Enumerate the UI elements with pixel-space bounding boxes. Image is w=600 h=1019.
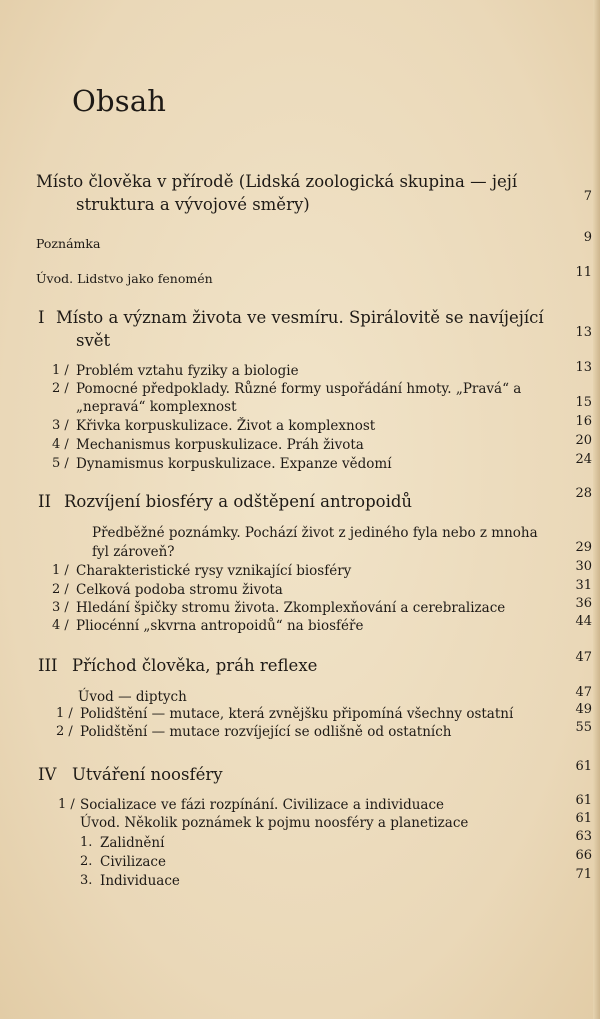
toc-page-number: 15 xyxy=(575,395,592,410)
subentry-number: 1 / xyxy=(58,797,75,812)
toc-entry-text: Socializace ve fázi rozpínání. Civilizace a individuace xyxy=(80,797,445,813)
subentry-number: 1 / xyxy=(52,363,69,378)
toc-entry-text: Hledání špičky stromu života. Zkomplexňování a cerebralizace xyxy=(76,600,506,616)
toc-page-number: 71 xyxy=(575,867,592,882)
page-title: Obsah xyxy=(72,84,167,118)
chapter-numeral: II xyxy=(38,492,52,511)
toc-entry-text: Rozvíjení biosféry a odštěpení antropoidů xyxy=(64,492,413,511)
toc-entry-text: Celková podoba stromu života xyxy=(76,582,283,598)
toc-entry-text: Polidštění — mutace, která zvnějšku připomíná všechny ostatní xyxy=(80,706,514,722)
toc-entry-text: Úvod. Lidstvo jako fenomén xyxy=(36,271,213,286)
toc-page-number: 61 xyxy=(575,793,592,808)
chapter-numeral: III xyxy=(38,656,58,675)
toc-page-number: 7 xyxy=(583,189,592,204)
toc-entry-text: svět xyxy=(76,331,111,350)
toc-page-number: 28 xyxy=(575,486,592,501)
toc-entry-text: Problém vztahu fyziky a biologie xyxy=(76,363,299,379)
toc-page-number: 61 xyxy=(575,759,592,774)
toc-entry-text: struktura a vývojové směry) xyxy=(76,195,310,214)
subentry-number: 1 / xyxy=(52,563,69,578)
toc-entry-text: Poznámka xyxy=(36,236,101,251)
toc-page-number: 24 xyxy=(575,452,592,467)
subentry-number: 3. xyxy=(80,873,93,888)
toc-page-number: 13 xyxy=(575,360,592,375)
toc-entry-text: Pliocénní „skvrna antropoidů“ na biosféře xyxy=(76,618,364,634)
page-edge xyxy=(593,0,600,1019)
toc-page-number: 29 xyxy=(575,540,592,555)
subentry-number: 4 / xyxy=(52,437,69,452)
toc-entry-text: Křivka korpuskulizace. Život a komplexnost xyxy=(76,418,376,434)
toc-page-number: 31 xyxy=(575,578,592,593)
toc-entry-text: Individuace xyxy=(100,873,180,889)
subentry-number: 1 / xyxy=(56,706,73,721)
toc-page-number: 9 xyxy=(583,230,592,245)
toc-entry-text: Předběžné poznámky. Pochází život z jediného fyla nebo z mnoha xyxy=(92,525,538,541)
subentry-number: 2 / xyxy=(52,582,69,597)
toc-entry-text: „nepravá“ komplexnost xyxy=(76,399,237,415)
toc-page-number: 49 xyxy=(575,702,592,717)
toc-page-number: 30 xyxy=(575,559,592,574)
subentry-number: 4 / xyxy=(52,618,69,633)
subentry-number: 2. xyxy=(80,854,93,869)
toc-page-number: 47 xyxy=(575,685,592,700)
toc-entry-text: Místo a význam života ve vesmíru. Spirálovitě se navíjející xyxy=(56,308,544,327)
toc-entry-text: Charakteristické rysy vznikající biosféry xyxy=(76,563,352,579)
toc-page-number: 44 xyxy=(575,614,592,629)
toc-entry-text: Příchod člověka, práh reflexe xyxy=(72,656,318,675)
toc-page-number: 36 xyxy=(575,596,592,611)
toc-entry-text: Pomocné předpoklady. Různé formy uspořádání hmoty. „Pravá“ a xyxy=(76,381,522,397)
toc-page-number: 13 xyxy=(575,325,592,340)
chapter-numeral: I xyxy=(38,308,45,327)
toc-page-number: 16 xyxy=(575,414,592,429)
toc-page-number: 20 xyxy=(575,433,592,448)
toc-entry-text: Úvod — diptych xyxy=(78,689,187,705)
toc-entry-text: Mechanismus korpuskulizace. Práh života xyxy=(76,437,364,453)
toc-entry-text: Úvod. Několik poznámek k pojmu noosféry a planetizace xyxy=(80,815,469,831)
subentry-number: 3 / xyxy=(52,418,69,433)
toc-entry-text: fyl zároveň? xyxy=(92,544,175,560)
toc-page-number: 11 xyxy=(575,265,592,280)
subentry-number: 5 / xyxy=(52,456,69,471)
toc-entry-text: Dynamismus korpuskulizace. Expanze vědomí xyxy=(76,456,392,472)
toc-entry-text: Místo člověka v přírodě (Lidská zoologická skupina — její xyxy=(36,172,518,191)
toc-page-number: 66 xyxy=(575,848,592,863)
toc-page-number: 55 xyxy=(575,720,592,735)
toc-page-number: 47 xyxy=(575,650,592,665)
toc-entry-text: Polidštění — mutace rozvíjející se odlišně od ostatních xyxy=(80,724,452,740)
subentry-number: 2 / xyxy=(52,381,69,396)
toc-entry-text: Zalidnění xyxy=(100,835,165,851)
toc-page-number: 61 xyxy=(575,811,592,826)
subentry-number: 3 / xyxy=(52,600,69,615)
toc-entry-text: Utváření noosféry xyxy=(72,765,223,784)
toc-entry-text: Civilizace xyxy=(100,854,166,870)
subentry-number: 1. xyxy=(80,835,93,850)
chapter-numeral: IV xyxy=(38,765,57,784)
subentry-number: 2 / xyxy=(56,724,73,739)
toc-page-number: 63 xyxy=(575,829,592,844)
